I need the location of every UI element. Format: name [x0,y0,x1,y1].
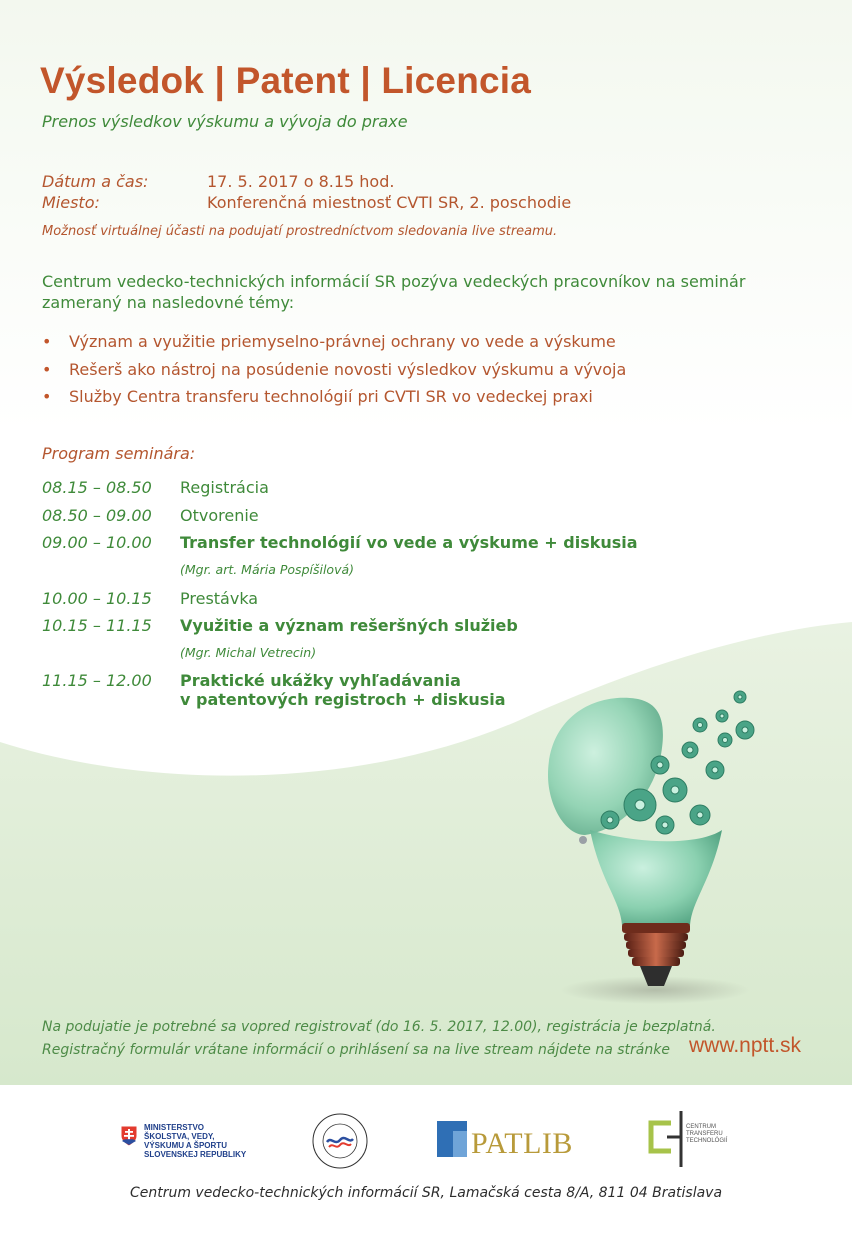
program-speaker: (Mgr. art. Mária Pospíšilová) [180,562,355,577]
program-speaker: (Mgr. Michal Vetrecin) [180,645,317,660]
program-label: Prestávka [180,589,259,608]
bullet-icon: • [42,387,52,406]
bullet-icon: • [42,332,52,351]
place-row [42,193,572,212]
intro-line: Centrum vedecko-technických informácií SR pozýva vedeckých pracovníkov na seminár [42,272,746,291]
registration-line: Registračný formulár vrátane informácií o prihlásení sa na live stream nájdete na stránke [42,1042,670,1058]
date-row [42,172,395,191]
ctt-name-line: CENTRUM [686,1124,716,1130]
program-label: Otvorenie [180,506,259,525]
ctt-name-line: TECHNOLÓGIÍ [686,1138,728,1144]
registration-line: Na podujatie je potrebné sa vopred registrovať (do 16. 5. 2017, 12.00), registrácia je bezplatná. [42,1019,716,1035]
page-subtitle: Prenos výsledkov výskumu a vývoja do praxe [42,112,408,131]
program-time: 11.15 – 12.00 [42,671,152,690]
patlib-name: PATLIB [471,1127,573,1160]
place-label: Miesto: [42,193,100,212]
ministry-name-line: VÝSKUMU A ŠPORTU [144,1141,227,1150]
program-time: 08.50 – 09.00 [42,506,152,525]
slovak-coat-of-arms-icon [120,1125,138,1147]
intro-line: zameraný na nasledovné témy: [42,293,295,312]
page-title: Výsledok | Patent | Licencia [40,60,532,101]
program-label: Registrácia [180,478,269,497]
list-item: • Služby Centra transferu technológií pri CVTI SR vo vedeckej praxi [42,387,593,406]
program-label: Využitie a význam rešeršných služieb [180,616,518,635]
program-title: Program seminára: [42,444,196,463]
topics-list [42,332,626,415]
cvti-seal-icon [311,1112,369,1170]
list-item: • Rešerš ako nástroj na posúdenie novosti výsledkov výskumu a vývoja [42,359,627,379]
footer [0,1085,852,1234]
bullet-icon: • [42,359,52,379]
program-time: 10.15 – 11.15 [42,616,152,635]
program-label: Praktické ukážky vyhľadávania [180,671,461,690]
ministry-name-line: ŠKOLSTVA, VEDY, [144,1132,215,1141]
program-time: 08.15 – 08.50 [42,478,152,497]
program-time: 10.00 – 10.15 [42,589,152,608]
footer-address: Centrum vedecko-technických informácií SR, Lamačská cesta 8/A, 811 04 Bratislava [129,1185,723,1201]
website-link[interactable]: www.nptt.sk [689,1034,802,1057]
ctt-name-line: TRANSFERU [686,1131,723,1137]
patlib-logo-icon [437,1121,467,1157]
date-value: 17. 5. 2017 o 8.15 hod. [207,172,395,191]
program-label: v patentových registroch + diskusia [180,690,506,709]
ministry-name-line: SLOVENSKEJ REPUBLIKY [144,1150,247,1159]
registration-note [42,1016,716,1062]
program-label: Transfer technológií vo vede a výskume + diskusia [180,533,638,552]
stream-note: Možnosť virtuálnej účasti na podujatí prostredníctvom sledovania live streamu. [42,224,558,239]
place-value: Konferenčná miestnosť CVTI SR, 2. poschodie [207,193,572,212]
program-time: 09.00 – 10.00 [42,533,152,552]
date-label: Dátum a čas: [42,172,149,191]
list-item: • Význam a využitie priemyselno-právnej ochrany vo vede a výskume [42,332,616,351]
intro-text [42,271,802,313]
ministry-name-line: MINISTERSTVO [144,1123,205,1132]
